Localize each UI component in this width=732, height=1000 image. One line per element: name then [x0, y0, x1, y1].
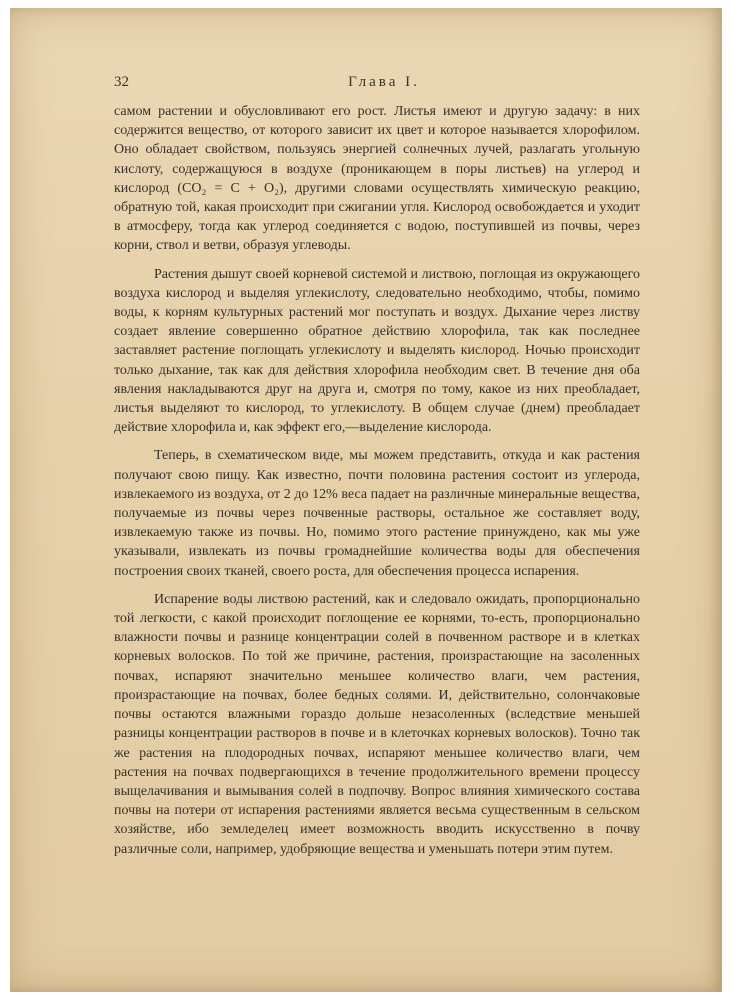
body-text	[114, 102, 640, 868]
page-number: 32	[114, 74, 129, 90]
paragraph-2: Растения дышут своей корневой системой и листвою, поглощая из окружающего воздуха кислород и выделяя углекислоту, следовательно необходимо, чтобы, помимо воды, к корням культурных растений мог поступать и воздух. Дыхание через листву создает явление совершенно обратное действию хлорофила, так как последнее заставляет растение поглощать углекислоту и выделять кислород. Ночью происходит только дыхание, так как для действия хлорофила необходим свет. В течение дня оба явления накладываются друг на друга и, смотря по тому, какое из них преобладает, листья выделяют то кислород, то углекислоту. В общем случае (днем) преобладает действие хлорофила и, как эффект его,—выделение кислорода.	[114, 266, 640, 436]
paragraph-3: Теперь, в схематическом виде, мы можем представить, откуда и как растения получают свою пищу. Как известно, почти половина растения состоит из углерода, извлекаемого из воздуха, от 2 до 12% веса падает на различные минеральные вещества, получаемые из почвы через почвенные растворы, остальное же составляет воду, извлекаемую также из почвы. Но, помимо этого растение принуждено, как мы уже указывали, извлекать из почвы громаднейшие количества воды для обеспечения построения своих тканей, своего роста, для обеспечения процесса испарения.	[114, 448, 640, 579]
page-header	[114, 74, 654, 96]
page-sheet	[10, 8, 722, 992]
paragraph-4: Испарение воды листвою растений, как и следовало ожидать, пропорционально той легкости, с какой происходит поглощение ее корнями, то-есть, пропорционально влажности почвы и разнице концентрации солей в почвенном растворе и в клетках корневых волосков. По той же причине, растения, произрастающие на засоленных почвах, испаряют значительно меньшее количество влаги, чем растения, произрастающие на почвах, более бедных солями. И, действительно, солончаковые почвы остаются влажными гораздо дольше незасоленных (вследствие меньшей разницы концентрации растворов в почве и в клеточках корневых волосков). Точно так же растения на плодородных почвах, испаряют меньшее количество влаги, чем растения на почвах подвергающихся в течение продолжительного времени процессу выщелачивания и вымывания солей в подпочву. Вопрос влияния химического состава почвы на потери от испарения растениями является весьма существенным в сельском хозяйстве, ибо земледелец имеет возможность вводить искусственно в почву различные соли, например, удобряющие вещества и уменьшать потери этим путем.	[114, 591, 640, 857]
chapter-title: Глава I.	[348, 74, 420, 90]
paragraph-1: самом растении и обусловливают его рост. Листья имеют и другую задачу: в них содержится вещество, от которого зависит их цвет и которое называется хлорофилом. Оно обладает свойством, пользуясь энергией солнечных лучей, разлагать угольную кислоту, содержащуюся в воздухе (проникающем в поры листьев) на углерод и кислород (CO₂ = C + O₂), другими словами осуществлять химическую реакцию, обратную той, какая происходит при сжигании угля. Кислород освобождается и уходит в атмосферу, тогда как углерод соединяется с водою, поступившей из почвы, через корни, ствол и ветви, образуя углеводы.	[114, 104, 640, 254]
